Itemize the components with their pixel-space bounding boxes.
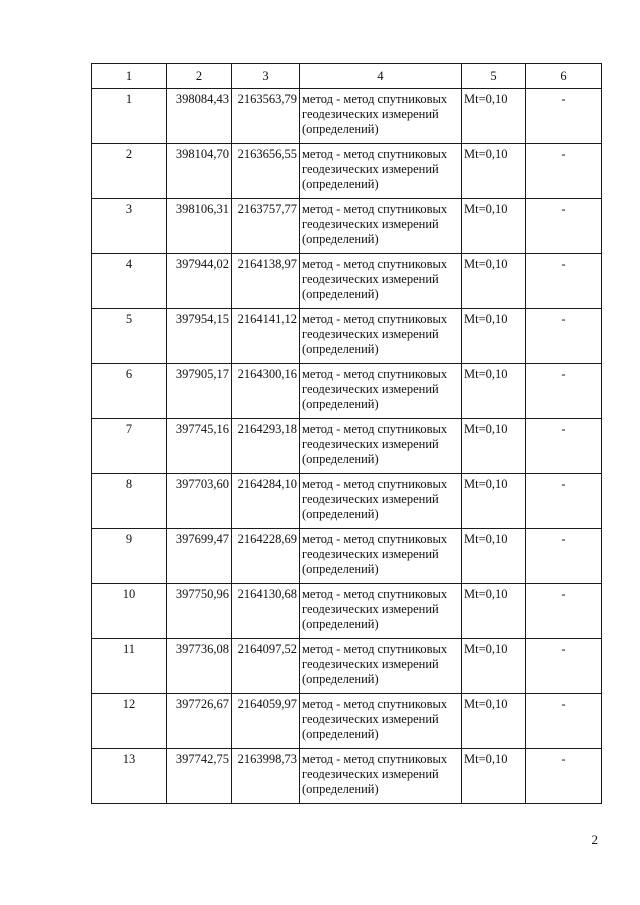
note-cell: -: [526, 529, 602, 584]
note-cell: -: [526, 144, 602, 199]
note-cell: -: [526, 419, 602, 474]
point-number-cell: 13: [92, 749, 167, 804]
note-cell: -: [526, 639, 602, 694]
method-cell: метод - метод спутниковых геодезических измерений (определений): [300, 749, 462, 804]
x-coordinate-cell: 397703,60: [167, 474, 232, 529]
accuracy-cell: Mt=0,10: [462, 419, 526, 474]
x-coordinate-cell: 397699,47: [167, 529, 232, 584]
method-cell: метод - метод спутниковых геодезических измерений (определений): [300, 199, 462, 254]
header-cell-1: 1: [92, 64, 167, 89]
x-coordinate-cell: 397745,16: [167, 419, 232, 474]
header-cell-2: 2: [167, 64, 232, 89]
x-coordinate-cell: 397750,96: [167, 584, 232, 639]
header-cell-5: 5: [462, 64, 526, 89]
method-cell: метод - метод спутниковых геодезических измерений (определений): [300, 254, 462, 309]
x-coordinate-cell: 397726,67: [167, 694, 232, 749]
header-cell-6: 6: [526, 64, 602, 89]
note-cell: -: [526, 749, 602, 804]
method-cell: метод - метод спутниковых геодезических измерений (определений): [300, 474, 462, 529]
y-coordinate-cell: 2163563,79: [232, 89, 300, 144]
table-row: [92, 694, 602, 749]
note-cell: -: [526, 309, 602, 364]
method-cell: метод - метод спутниковых геодезических измерений (определений): [300, 144, 462, 199]
table-row: [92, 584, 602, 639]
table-row: [92, 254, 602, 309]
point-number-cell: 10: [92, 584, 167, 639]
method-cell: метод - метод спутниковых геодезических измерений (определений): [300, 364, 462, 419]
y-coordinate-cell: 2163998,73: [232, 749, 300, 804]
method-cell: метод - метод спутниковых геодезических измерений (определений): [300, 694, 462, 749]
note-cell: -: [526, 474, 602, 529]
y-coordinate-cell: 2164141,12: [232, 309, 300, 364]
note-cell: -: [526, 694, 602, 749]
y-coordinate-cell: 2163757,77: [232, 199, 300, 254]
point-number-cell: 7: [92, 419, 167, 474]
y-coordinate-cell: 2164300,16: [232, 364, 300, 419]
y-coordinate-cell: 2163656,55: [232, 144, 300, 199]
y-coordinate-cell: 2164059,97: [232, 694, 300, 749]
table-row: [92, 199, 602, 254]
accuracy-cell: Mt=0,10: [462, 144, 526, 199]
point-number-cell: 8: [92, 474, 167, 529]
y-coordinate-cell: 2164097,52: [232, 639, 300, 694]
accuracy-cell: Mt=0,10: [462, 639, 526, 694]
method-cell: метод - метод спутниковых геодезических измерений (определений): [300, 639, 462, 694]
accuracy-cell: Mt=0,10: [462, 364, 526, 419]
point-number-cell: 3: [92, 199, 167, 254]
accuracy-cell: Mt=0,10: [462, 529, 526, 584]
table-row: [92, 474, 602, 529]
header-cell-4: 4: [300, 64, 462, 89]
point-number-cell: 6: [92, 364, 167, 419]
table-row: [92, 749, 602, 804]
table-row: [92, 309, 602, 364]
accuracy-cell: Mt=0,10: [462, 584, 526, 639]
page-number: 2: [591, 832, 598, 847]
method-cell: метод - метод спутниковых геодезических измерений (определений): [300, 584, 462, 639]
table-row: [92, 529, 602, 584]
table-row: [92, 364, 602, 419]
accuracy-cell: Mt=0,10: [462, 199, 526, 254]
note-cell: -: [526, 254, 602, 309]
x-coordinate-cell: 397736,08: [167, 639, 232, 694]
x-coordinate-cell: 398106,31: [167, 199, 232, 254]
point-number-cell: 4: [92, 254, 167, 309]
y-coordinate-cell: 2164228,69: [232, 529, 300, 584]
point-number-cell: 11: [92, 639, 167, 694]
y-coordinate-cell: 2164130,68: [232, 584, 300, 639]
point-number-cell: 5: [92, 309, 167, 364]
point-number-cell: 2: [92, 144, 167, 199]
y-coordinate-cell: 2164138,97: [232, 254, 300, 309]
accuracy-cell: Mt=0,10: [462, 749, 526, 804]
accuracy-cell: Mt=0,10: [462, 309, 526, 364]
note-cell: -: [526, 584, 602, 639]
accuracy-cell: Mt=0,10: [462, 694, 526, 749]
method-cell: метод - метод спутниковых геодезических измерений (определений): [300, 89, 462, 144]
x-coordinate-cell: 398104,70: [167, 144, 232, 199]
note-cell: -: [526, 364, 602, 419]
note-cell: -: [526, 199, 602, 254]
x-coordinate-cell: 397944,02: [167, 254, 232, 309]
header-cell-3: 3: [232, 64, 300, 89]
accuracy-cell: Mt=0,10: [462, 254, 526, 309]
y-coordinate-cell: 2164293,18: [232, 419, 300, 474]
point-number-cell: 1: [92, 89, 167, 144]
x-coordinate-cell: 397905,17: [167, 364, 232, 419]
table-row: [92, 89, 602, 144]
x-coordinate-cell: 398084,43: [167, 89, 232, 144]
table-row: [92, 419, 602, 474]
accuracy-cell: Mt=0,10: [462, 474, 526, 529]
x-coordinate-cell: 397742,75: [167, 749, 232, 804]
point-number-cell: 12: [92, 694, 167, 749]
coordinates-table: [91, 63, 602, 804]
table-header-row: [92, 64, 602, 89]
x-coordinate-cell: 397954,15: [167, 309, 232, 364]
method-cell: метод - метод спутниковых геодезических измерений (определений): [300, 309, 462, 364]
note-cell: -: [526, 89, 602, 144]
y-coordinate-cell: 2164284,10: [232, 474, 300, 529]
point-number-cell: 9: [92, 529, 167, 584]
table-row: [92, 144, 602, 199]
method-cell: метод - метод спутниковых геодезических измерений (определений): [300, 419, 462, 474]
accuracy-cell: Mt=0,10: [462, 89, 526, 144]
method-cell: метод - метод спутниковых геодезических измерений (определений): [300, 529, 462, 584]
table-row: [92, 639, 602, 694]
table-body: [92, 89, 602, 804]
